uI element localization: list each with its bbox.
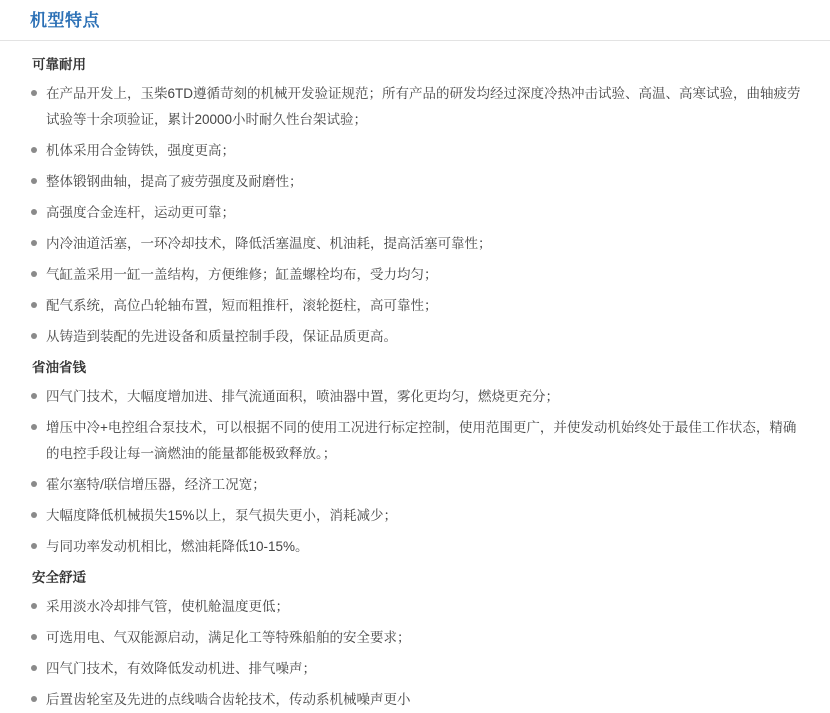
list-item — [30, 534, 808, 560]
list-item-text: 增压中冷+电控组合泵技术，可以根据不同的使用工况进行标定控制，使用范围更广，并使发动机始终处于最佳工作状态，精确的电控手段让每一滴燃油的能量都能极致释放。； — [46, 420, 797, 461]
features-content — [0, 41, 830, 713]
bullet-dot-icon — [31, 302, 37, 308]
list-item-text: 配气系统，高位凸轮轴布置，短而粗推杆，滚轮挺柱，高可靠性； — [46, 298, 438, 313]
bullet-dot-icon — [31, 147, 37, 153]
list-item — [30, 656, 808, 682]
list-item — [30, 293, 808, 319]
list-item-text: 气缸盖采用一缸一盖结构，方便维修；缸盖螺栓均布，受力均匀； — [46, 267, 438, 282]
list-item-text: 高强度合金连杆，运动更可靠； — [46, 205, 235, 220]
list-item-text: 与同功率发动机相比，燃油耗降低10-15%。 — [46, 539, 309, 554]
list-item — [30, 472, 808, 498]
bullet-dot-icon — [31, 90, 37, 96]
list-item-text: 霍尔塞特/联信增压器，经济工况宽； — [46, 477, 266, 492]
list-item-text: 整体锻钢曲轴，提高了疲劳强度及耐磨性； — [46, 174, 303, 189]
bullet-dot-icon — [31, 240, 37, 246]
bullet-dot-icon — [31, 424, 37, 430]
bullet-dot-icon — [31, 696, 37, 702]
list-item — [30, 594, 808, 620]
bullet-dot-icon — [31, 178, 37, 184]
bullet-dot-icon — [31, 665, 37, 671]
list-item — [30, 384, 808, 410]
bullet-dot-icon — [31, 543, 37, 549]
bullet-dot-icon — [31, 634, 37, 640]
bullet-dot-icon — [31, 603, 37, 609]
list-item-text: 采用淡水冷却排气管，使机舱温度更低； — [46, 599, 289, 614]
list-item — [30, 324, 808, 350]
list-item — [30, 138, 808, 164]
section-heading: 省油省钱 — [32, 360, 86, 375]
list-item — [30, 200, 808, 226]
feature-list-safety-comfort — [30, 594, 808, 713]
bullet-dot-icon — [31, 512, 37, 518]
section-heading: 可靠耐用 — [32, 57, 86, 72]
feature-list-reliability — [30, 81, 808, 350]
list-item — [30, 81, 808, 133]
list-item — [30, 503, 808, 529]
list-item-text: 机体采用合金铸铁，强度更高； — [46, 143, 235, 158]
list-item — [30, 625, 808, 651]
list-item-text: 四气门技术，有效降低发动机进、排气噪声； — [46, 661, 316, 676]
bullet-dot-icon — [31, 209, 37, 215]
list-item-text: 后置齿轮室及先进的点线啮合齿轮技术，传动系机械噪声更小 — [46, 692, 411, 707]
list-item-text: 大幅度降低机械损失15%以上，泵气损失更小，消耗减少； — [46, 508, 398, 523]
feature-section-safety-comfort — [30, 568, 808, 713]
bullet-dot-icon — [31, 481, 37, 487]
feature-section-fuel-economy — [30, 358, 808, 560]
list-item-text: 内冷油道活塞，一环冷却技术，降低活塞温度、机油耗，提高活塞可靠性； — [46, 236, 492, 251]
list-item-text: 可选用电、气双能源启动，满足化工等特殊船舶的安全要求； — [46, 630, 411, 645]
list-item-text: 在产品开发上，玉柴6TD遵循苛刻的机械开发验证规范；所有产品的研发均经过深度冷热冲击试验、高温、高寒试验，曲轴疲劳试验等十余项验证，累计20000小时耐久性台架试验； — [46, 86, 801, 127]
feature-section-reliability — [30, 55, 808, 350]
page-title-bar — [0, 0, 830, 41]
feature-list-fuel-economy — [30, 384, 808, 560]
list-item-text: 从铸造到装配的先进设备和质量控制手段，保证品质更高。 — [46, 329, 397, 344]
list-item-text: 四气门技术，大幅度增加进、排气流通面积，喷油器中置，雾化更均匀，燃烧更充分； — [46, 389, 559, 404]
bullet-dot-icon — [31, 393, 37, 399]
list-item — [30, 262, 808, 288]
list-item — [30, 169, 808, 195]
bullet-dot-icon — [31, 271, 37, 277]
section-heading: 安全舒适 — [32, 570, 86, 585]
bullet-dot-icon — [31, 333, 37, 339]
page-title: 机型特点 — [30, 11, 100, 30]
list-item — [30, 687, 808, 713]
list-item — [30, 415, 808, 467]
list-item — [30, 231, 808, 257]
